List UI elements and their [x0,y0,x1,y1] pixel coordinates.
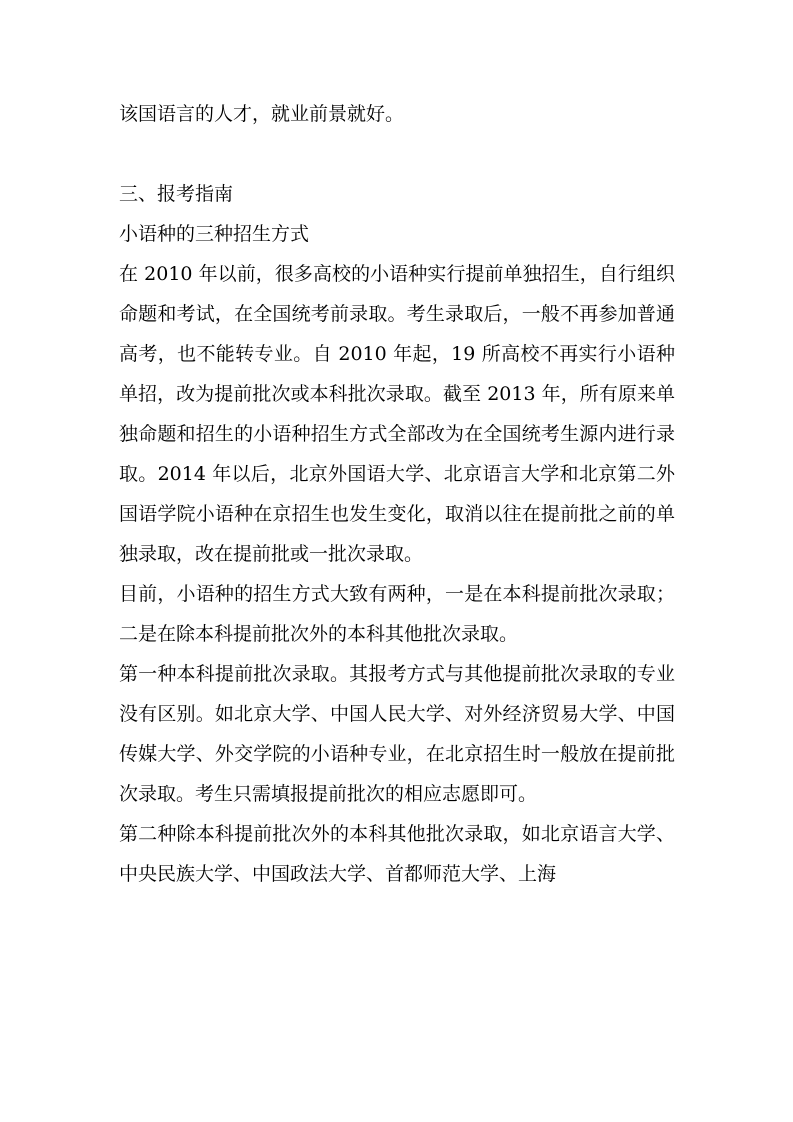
subheading: 小语种的三种招生方式 [119,223,310,245]
paragraph-current: 目前，小语种的招生方式大致有两种，一是在本科提前批次录取；二是在除本科提前批次外的本科其他批次录取。 [119,583,675,645]
paragraph-method-two: 第二种除本科提前批次外的本科其他批次录取，如北京语言大学、中央民族大学、中国政法大学、首都师范大学、上海 [119,823,675,885]
section-heading: 三、报考指南 [119,183,234,205]
paragraph-history: 在 2010 年以前，很多高校的小语种实行提前单独招生，自行组织命题和考试，在全国统考前录取。考生录取后，一般不再参加普通高考，也不能转专业。自 2010 年起，19 所高校不再实行小语种单招，改为提前批次或本科批次录取。截至 2013 年，所有原来单独命题和招生的小语种招生方式全部改为在全国统考生源内进行录取。2014 年以后，北京外国语大学、北京语言大学和北京第二外国语学院小语种在京招生也发生变化，取消以往在提前批之前的单独录取，改在提前批或一批次录取。 [119,263,675,565]
paragraph-spacer [119,134,675,174]
paragraph-continuation: 该国语言的人才，就业前景就好。 [119,103,405,125]
paragraph-method-one: 第一种本科提前批次录取。其报考方式与其他提前批次录取的专业没有区别。如北京大学、中国人民大学、对外经济贸易大学、中国传媒大学、外交学院的小语种专业，在北京招生时一般放在提前批次录取。考生只需填报提前批次的相应志愿即可。 [119,663,675,805]
document-page [119,94,675,894]
